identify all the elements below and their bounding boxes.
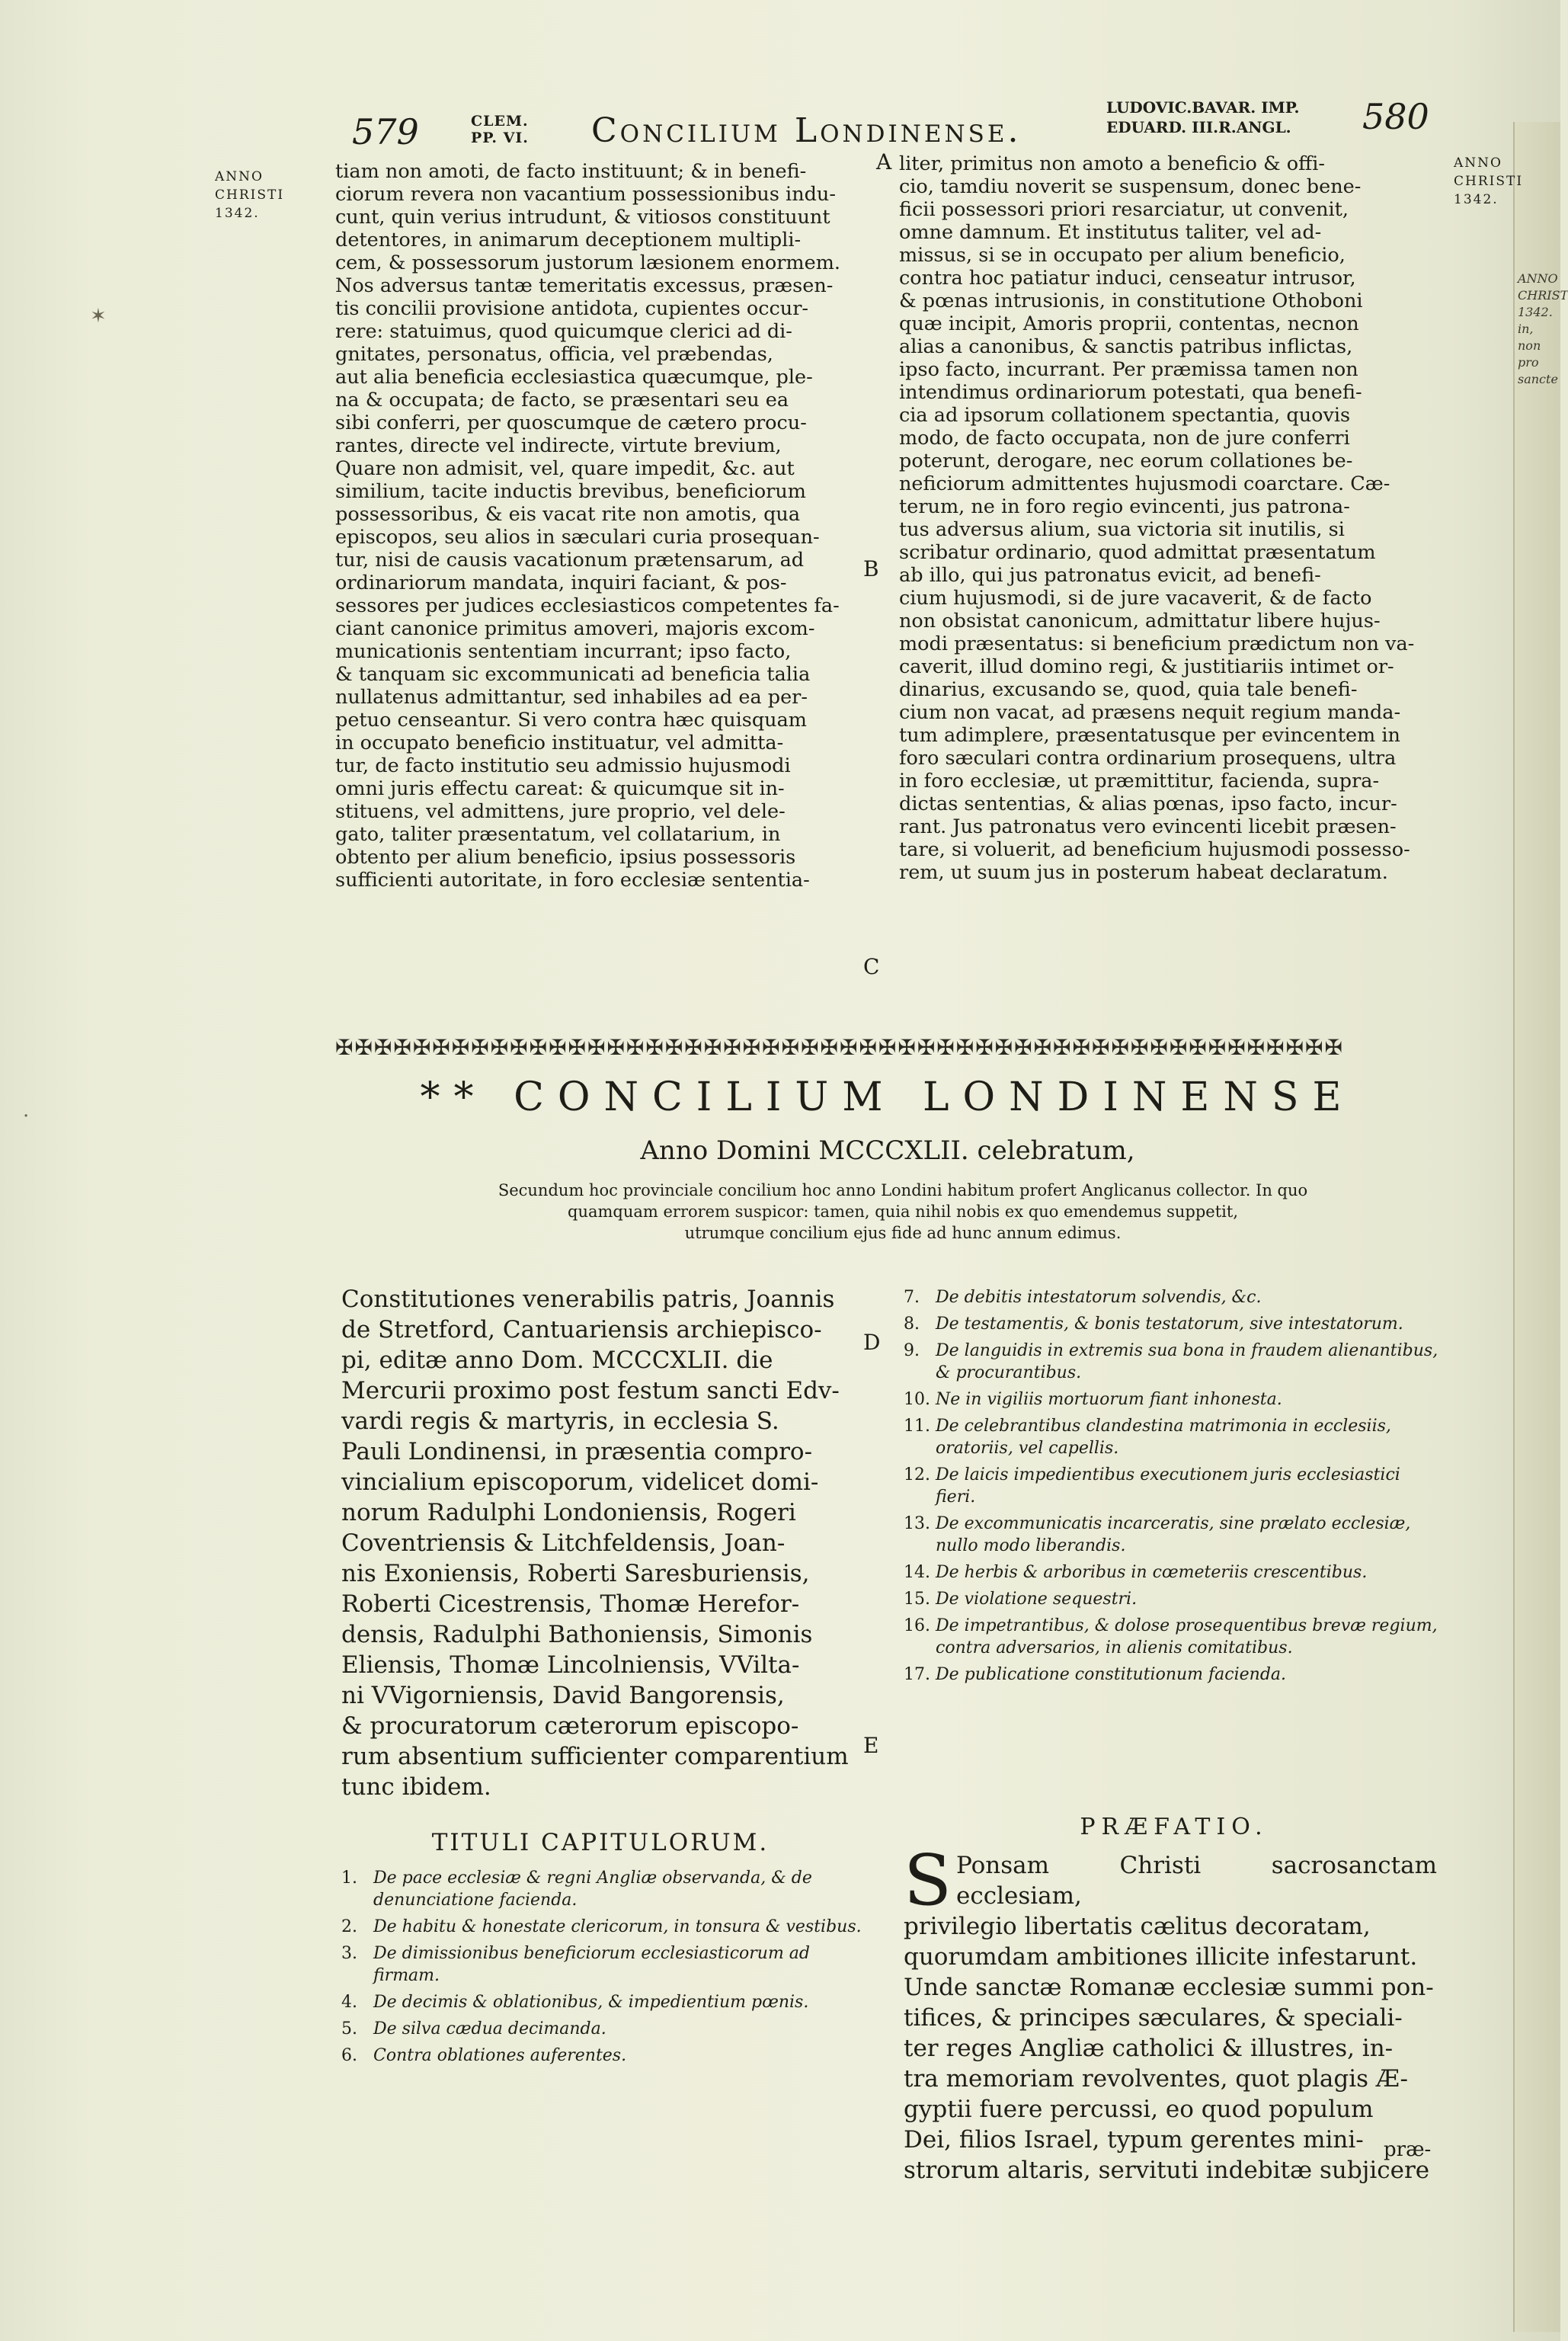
- text-column-right: [899, 152, 1440, 884]
- margin-christi: CHRISTI: [1454, 174, 1524, 189]
- catchword: præ-: [1384, 2138, 1432, 2161]
- text-line: sessores per judices ecclesiasticos competentes fa-: [335, 594, 840, 617]
- chapter-item: [904, 1340, 1445, 1384]
- chapter-number: 4.: [341, 1993, 357, 2012]
- text-line: omne damnum. Et institutus taliter, vel ad-: [899, 221, 1322, 244]
- chapter-title: De pace ecclesiæ & regni Angliæ observanda, & de denunciatione facienda.: [373, 1869, 812, 1910]
- section-letter-a: A: [876, 149, 892, 175]
- text-line: municationis sententiam incurrant; ipso facto,: [335, 640, 792, 663]
- text-line: tare, si voluerit, ad beneficium hujusmodi possesso-: [899, 838, 1410, 861]
- intro-line: pi, editæ anno Dom. MCCCXLII. die: [341, 1347, 773, 1374]
- note-line: utrumque concilium ejus fide ad hunc annum edimus.: [684, 1224, 1122, 1242]
- praefatio-line: tifices, & principes sæculares, & speciali-: [904, 2004, 1403, 2032]
- chapter-number: 9.: [904, 1341, 920, 1360]
- text-line: gato, taliter præsentatum, vel collatarium, in: [335, 823, 781, 846]
- text-line: ordinariorum mandata, inquiri faciant, & pos-: [335, 572, 787, 594]
- text-line: Nos adversus tantæ temeritatis excessus, præsen-: [335, 274, 834, 297]
- chapter-title: De decimis & oblationibus, & impedientium pœnis.: [373, 1993, 809, 2012]
- margin-anno: ANNO: [1454, 155, 1502, 171]
- chapter-number: 13.: [904, 1514, 930, 1533]
- pope-line-1: CLEM.: [471, 113, 529, 130]
- text-line: dictas sententias, & alias pœnas, ipso facto, incur-: [899, 793, 1397, 815]
- chapter-title: De languidis in extremis sua bona in fraudem alienantibus, & procurantibus.: [936, 1341, 1438, 1382]
- stray-mark: ·: [23, 1105, 30, 1128]
- chapter-title: De laicis impedientibus executionem juris ecclesiastici fieri.: [936, 1465, 1400, 1507]
- intro-line: Coventriensis & Litchfeldensis, Joan-: [341, 1529, 786, 1557]
- chapter-item: [904, 1464, 1445, 1508]
- intro-line: de Stretford, Cantuariensis archiepisco-: [341, 1316, 822, 1343]
- chapter-title: De impetrantibus, & dolose prosequentibus brevæ regium, contra adversarios, in alienis comitatibus.: [936, 1616, 1438, 1657]
- text-line: ipso facto, incurrant. Per præmissa tamen non: [899, 358, 1358, 381]
- text-line: modi præsentatus: si beneficium prædictum non va-: [899, 632, 1415, 655]
- intro-line: Mercurii proximo post festum sancti Edv-: [341, 1377, 840, 1404]
- chapter-number: 3.: [341, 1944, 357, 1963]
- text-line: rere: statuimus, quod quicumque clerici ad di-: [335, 320, 792, 343]
- chapter-item: [904, 1286, 1445, 1308]
- chapter-number: 16.: [904, 1616, 930, 1635]
- text-line: episcopos, seu alios in sæculari curia prosequan-: [335, 526, 820, 549]
- intro-line: Eliensis, Thomæ Lincolniensis, VVilta-: [341, 1651, 800, 1679]
- section-title: ** CONCILIUM LONDINENSE: [420, 1074, 1355, 1120]
- text-line: intendimus ordinariorum potestati, qua benefi-: [899, 381, 1362, 404]
- chapter-number: 15.: [904, 1590, 930, 1609]
- section-subtitle: Anno Domini MCCCXLII. celebratum,: [640, 1135, 1135, 1166]
- chapter-item: [904, 1388, 1445, 1411]
- text-line: ciorum revera non vacantium possessionibus indu-: [335, 183, 836, 206]
- chapter-number: 11.: [904, 1417, 930, 1436]
- text-line: & pœnas intrusionis, in constitutione Othoboni: [899, 290, 1363, 312]
- chapter-title: De publicatione constitutionum facienda.: [936, 1665, 1287, 1684]
- running-header: [0, 90, 1560, 151]
- text-line: in occupato beneficio instituatur, vel admitta-: [335, 732, 784, 754]
- text-column-left: [335, 160, 859, 892]
- chapter-title: De testamentis, & bonis testatorum, sive intestatorum.: [936, 1315, 1403, 1334]
- margin-year-right: [1454, 154, 1523, 209]
- drop-capital: S: [904, 1840, 952, 1921]
- text-line: missus, si se in occupato per alium beneficio,: [899, 244, 1346, 267]
- text-line: gnitates, personatus, officia, vel præbendas,: [335, 343, 773, 366]
- text-line: dinarius, excusando se, quod, quia tale benefi-: [899, 678, 1358, 701]
- text-line: & tanquam sic excommunicati ad beneficia talia: [335, 663, 811, 686]
- text-line: foro sæculari contra ordinarium prosequens, ultra: [899, 747, 1397, 770]
- praefatio-line: ter reges Angliæ catholici & illustres, in-: [904, 2035, 1394, 2062]
- stray-mark: ✶: [90, 305, 107, 328]
- text-line: rant. Jus patronatus vero evincenti licebit præsen-: [899, 815, 1397, 838]
- text-line: rem, ut suum jus in posterum habeat declaratum.: [899, 861, 1388, 884]
- text-line: possessoribus, & eis vacat rite non amotis, qua: [335, 503, 801, 526]
- text-line: Quare non admisit, vel, quare impedit, &c. aut: [335, 457, 795, 480]
- margin-year: 1342.: [215, 206, 260, 221]
- section-letter-e: E: [863, 1733, 879, 1758]
- intro-line: vincialium episcoporum, videlicet domi-: [341, 1468, 819, 1496]
- margin-year-left: [215, 168, 284, 223]
- chapter-number: 12.: [904, 1465, 930, 1484]
- text-line: detentores, in animarum deceptionem multipli-: [335, 229, 802, 251]
- chapter-number: 2.: [341, 1917, 357, 1936]
- chapter-item: [904, 1664, 1445, 1686]
- praefatio-line: Ponsam Christi sacrosanctam ecclesiam,: [956, 1852, 1437, 1910]
- intro-line: vardi regis & martyris, in ecclesia S.: [341, 1407, 779, 1435]
- praefatio-line: Unde sanctæ Romanæ ecclesiæ summi pon-: [904, 1974, 1434, 2001]
- text-line: ciant canonice primitus amoveri, majoris excom-: [335, 617, 815, 640]
- chapter-item: [341, 1916, 867, 1938]
- section-letter-b: B: [863, 556, 879, 581]
- text-line: sibi conferri, per quoscumque de cætero procu-: [335, 412, 807, 434]
- intro-line: Roberti Cicestrensis, Thomæ Herefor-: [341, 1590, 800, 1618]
- chapter-item: [341, 2045, 867, 2067]
- text-line: alias a canonibus, & sanctis patribus inflictas,: [899, 335, 1353, 358]
- praefatio-line: strorum altaris, servituti indebitæ subjicere: [904, 2157, 1430, 2184]
- text-line: terum, ne in foro regio evincenti, jus patrona-: [899, 495, 1350, 518]
- text-line: non obsistat canonicum, admittatur libere hujus-: [899, 610, 1381, 632]
- text-line: cio, tamdiu noverit se suspensum, donec bene-: [899, 175, 1362, 198]
- chapter-number: 10.: [904, 1390, 930, 1409]
- text-line: petuo censeantur. Si vero contra hæc quisquam: [335, 709, 807, 732]
- chapter-item: [341, 2018, 867, 2040]
- text-line: nullatenus admittantur, sed inhabiles ad ea per-: [335, 686, 808, 709]
- text-line: quæ incipit, Amoris proprii, contentas, necnon: [899, 312, 1359, 335]
- chapter-title: De dimissionibus beneficiorum ecclesiasticorum ad firmam.: [373, 1944, 811, 1985]
- text-line: cia ad ipsorum collationem spectantia, quovis: [899, 404, 1351, 427]
- text-line: omni juris effectu careat: & quicumque sit in-: [335, 777, 785, 800]
- ruler-line-2: EDUARD. III.R.ANGL.: [1106, 118, 1291, 136]
- chapter-title: De violatione sequestri.: [936, 1590, 1138, 1609]
- intro-line: & procuratorum cæterorum episcopo-: [341, 1712, 799, 1740]
- intro-line: Pauli Londinensi, in præsentia compro-: [341, 1438, 813, 1465]
- intro-line: norum Radulphi Londoniensis, Rogeri: [341, 1499, 796, 1526]
- text-line: cium non vacat, ad præsens nequit regium manda-: [899, 701, 1401, 724]
- chapter-number: 6.: [341, 2046, 357, 2065]
- intro-paragraph: [341, 1284, 859, 1802]
- text-line: obtento per alium beneficio, ipsius possessoris: [335, 846, 796, 869]
- text-line: neficiorum admittentes hujusmodi coarctare. Cæ-: [899, 472, 1390, 495]
- praefatio-line: tra memoriam revolventes, quot plagis Æ-: [904, 2065, 1409, 2093]
- chapter-item: [341, 1867, 867, 1911]
- text-line: na & occupata; de facto, se præsentari seu ea: [335, 389, 789, 412]
- text-line: aut alia beneficia ecclesiastica quæcumque, ple-: [335, 366, 813, 389]
- pope-line-2: PP. VI.: [471, 130, 529, 146]
- text-line: sufficienti autoritate, in foro ecclesiæ sententia-: [335, 869, 810, 892]
- chapter-title: De herbis & arboribus in cœmeteriis crescentibus.: [936, 1563, 1368, 1582]
- text-line: stituens, vel admittens, jure proprio, vel dele-: [335, 800, 786, 823]
- text-line: ab illo, qui jus patronatus evicit, ad benefi-: [899, 564, 1321, 587]
- ruler-line-1: LUDOVIC.BAVAR. IMP.: [1106, 98, 1300, 117]
- page-number-right: 580: [1362, 96, 1429, 137]
- text-line: tum adimplere, præsentatusque per evincentem in: [899, 724, 1400, 747]
- chapter-number: 5.: [341, 2019, 357, 2038]
- next-page-edge: [1513, 122, 1568, 2332]
- text-line: cium hujusmodi, si de jure vacaverit, & de facto: [899, 587, 1372, 610]
- praefatio-line: privilegio libertatis cælitus decoratam,: [904, 1913, 1371, 1940]
- intro-line: nis Exoniensis, Roberti Saresburiensis,: [341, 1560, 810, 1587]
- chapter-item: [904, 1561, 1445, 1584]
- page-number-left: 579: [352, 111, 419, 152]
- intro-line: tunc ibidem.: [341, 1773, 491, 1801]
- chapter-title: Ne in vigiliis mortuorum fiant inhonesta.: [936, 1390, 1282, 1409]
- chapter-item: [904, 1615, 1445, 1659]
- section-letter-c: C: [863, 954, 880, 979]
- intro-line: Constitutiones venerabilis patris, Joannis: [341, 1286, 835, 1313]
- margin-year: 1342.: [1454, 192, 1499, 207]
- chapter-number: 14.: [904, 1563, 930, 1582]
- chapter-item: [904, 1588, 1445, 1610]
- section-letter-d: D: [863, 1330, 881, 1355]
- text-line: liter, primitus non amoto a beneficio & offi-: [899, 152, 1326, 175]
- text-line: similium, tacite inductis brevibus, beneficiorum: [335, 480, 806, 503]
- intro-line: rum absentium sufficienter comparentium: [341, 1743, 849, 1770]
- ornament-band: ✠✠✠✠✠✠✠✠✠✠✠✠✠✠✠✠✠✠✠✠✠✠✠✠✠✠✠✠✠✠✠✠✠✠✠✠✠✠✠✠✠✠✠✠✠✠✠✠✠✠✠✠: [335, 1035, 1344, 1060]
- praefatio-line: Dei, filios Israel, typum gerentes mini-: [904, 2126, 1364, 2154]
- praefatio-line: quorumdam ambitiones illicite infestarunt.: [904, 1943, 1418, 1971]
- chapter-item: [341, 1991, 867, 2013]
- text-line: tur, nisi de causis vacationum prætensarum, ad: [335, 549, 805, 572]
- text-line: ficii possessori priori resarciatur, ut convenit,: [899, 198, 1349, 221]
- intro-line: densis, Radulphi Bathoniensis, Simonis: [341, 1621, 813, 1648]
- text-line: poterunt, derogare, nec eorum collationes be-: [899, 450, 1353, 472]
- margin-anno: ANNO: [215, 169, 264, 184]
- text-line: caverit, illud domino regi, & justitiariis intimet or-: [899, 655, 1394, 678]
- chapter-title: De excommunicatis incarceratis, sine prælato ecclesiæ, nullo modo liberandis.: [936, 1514, 1411, 1555]
- editor-note: [396, 1180, 1410, 1244]
- chapter-item: [341, 1942, 867, 1987]
- chapter-item: [904, 1415, 1445, 1459]
- text-line: tur, de facto institutio seu admissio hujusmodi: [335, 754, 791, 777]
- text-line: tis concilii provisione antidota, cupientes occur-: [335, 297, 809, 320]
- praefatio-text: [904, 1840, 1437, 2186]
- text-line: cem, & possessorum justorum læsionem enormem.: [335, 251, 840, 274]
- margin-christi: CHRISTI: [215, 187, 285, 203]
- chapter-list-left: [341, 1867, 867, 2071]
- text-line: tus adversus alium, sua victoria sit inutilis, si: [899, 518, 1345, 541]
- ruler-lines: [1106, 98, 1299, 137]
- chapter-list-right: [904, 1286, 1445, 1690]
- chapter-title: Contra oblationes auferentes.: [373, 2046, 627, 2065]
- chapter-number: 17.: [904, 1665, 930, 1684]
- note-line: quamquam errorem suspicor: tamen, quia nihil nobis ex quo emendemus suppetit,: [568, 1203, 1238, 1221]
- chapter-title: De celebrantibus clandestina matrimonia in ecclesiis, oratoriis, vel capellis.: [936, 1417, 1391, 1458]
- chapter-number: 8.: [904, 1315, 920, 1334]
- chapter-number: 7.: [904, 1288, 920, 1307]
- running-title: Concilium Londinense.: [591, 111, 1022, 150]
- text-line: contra hoc patiatur induci, censeatur intrusor,: [899, 267, 1356, 290]
- chapter-title: De habitu & honestate clericorum, in tonsura & vestibus.: [373, 1917, 862, 1936]
- chapter-number: 1.: [341, 1869, 357, 1888]
- chapter-title: De silva cædua decimanda.: [373, 2019, 606, 2038]
- text-line: in foro ecclesiæ, ut præmittitur, facienda, supra-: [899, 770, 1380, 793]
- praefatio-heading: PRÆFATIO.: [1080, 1814, 1269, 1840]
- praefatio-line: gyptii fuere percussi, eo quod populum: [904, 2096, 1374, 2123]
- chapter-item: [904, 1313, 1445, 1335]
- chapter-title: De debitis intestatorum solvendis, &c.: [936, 1288, 1262, 1307]
- edge-text: ANNO CHRIST 1342. in, non pro sancte: [1518, 271, 1568, 386]
- intro-line: ni VVigorniensis, David Bangorensis,: [341, 1682, 785, 1709]
- text-line: cunt, quin verius intrudunt, & vitiosos constituunt: [335, 206, 830, 229]
- text-line: rantes, directe vel indirecte, virtute brevium,: [335, 434, 782, 457]
- text-line: tiam non amoti, de facto instituunt; & in benefi-: [335, 160, 807, 183]
- text-line: scribatur ordinario, quod admittat præsentatum: [899, 541, 1376, 564]
- chapter-item: [904, 1513, 1445, 1557]
- text-line: modo, de facto occupata, non de jure conferri: [899, 427, 1350, 450]
- chapter-list-heading: TITULI CAPITULORUM.: [431, 1829, 770, 1856]
- note-line: Secundum hoc provinciale concilium hoc anno Londini habitum profert Anglicanus collector. In quo: [498, 1181, 1308, 1199]
